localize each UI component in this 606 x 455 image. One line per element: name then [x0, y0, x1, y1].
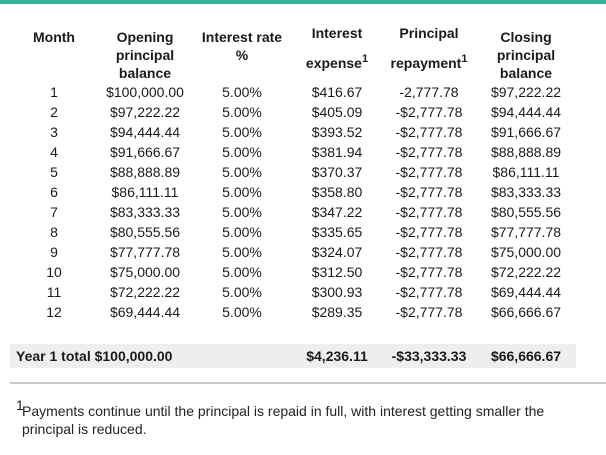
cell-closing: $80,555.56 — [490, 204, 562, 220]
total-label: Year 1 total — [16, 348, 91, 364]
cell-interest: $289.35 — [311, 304, 363, 320]
cell-principal: -2,777.78 — [399, 84, 459, 100]
cell-interest: $300.93 — [311, 284, 363, 300]
header-month: Month — [33, 29, 75, 45]
cell-month: 9 — [50, 244, 58, 260]
cell-principal: -$2,777.78 — [395, 204, 463, 220]
cell-month: 1 — [50, 84, 58, 100]
cell-month: 12 — [46, 304, 62, 320]
total-rate — [192, 344, 292, 368]
cell-principal: -$2,777.78 — [395, 284, 463, 300]
cell-rate: 5.00% — [222, 124, 262, 140]
cell-rate: 5.00% — [222, 84, 262, 100]
cell-month: 8 — [50, 224, 58, 240]
cell-closing: $66,666.67 — [490, 304, 562, 320]
cell-closing: $97,222.22 — [490, 84, 562, 100]
cell-month: 11 — [46, 284, 62, 300]
cell-rate: 5.00% — [222, 304, 262, 320]
cell-principal: -$2,777.78 — [395, 244, 463, 260]
header-principal-repayment: Principal repayment$^1$ — [390, 25, 468, 71]
table-row — [10, 242, 576, 262]
cell-interest: $393.52 — [311, 124, 363, 140]
cell-rate: 5.00% — [222, 244, 262, 260]
cell-closing: $94,444.44 — [490, 104, 562, 120]
cell-closing: $77,777.78 — [490, 224, 562, 240]
footnote-text: Payments continue until the principal is repaid in full, with interest getting smaller the principal is reduced. — [22, 403, 545, 437]
cell-rate: 5.00% — [222, 204, 262, 220]
cell-opening: $77,777.78 — [109, 244, 181, 260]
cell-interest: $347.22 — [311, 204, 363, 220]
cell-month: 7 — [50, 204, 58, 220]
header-closing-balance: Closing principal balance — [496, 29, 556, 81]
cell-opening: $72,222.22 — [109, 284, 181, 300]
cell-month: 4 — [50, 144, 58, 160]
cell-principal: -$2,777.78 — [395, 184, 463, 200]
cell-interest: $405.09 — [311, 104, 363, 120]
cell-rate: 5.00% — [222, 104, 262, 120]
cell-principal: -$2,777.78 — [395, 104, 463, 120]
cell-closing: $75,000.00 — [490, 244, 562, 260]
table-row — [10, 82, 576, 102]
header-interest-rate: Interest rate % — [201, 29, 283, 63]
section-divider — [10, 382, 606, 384]
cell-opening: $94,444.44 — [109, 124, 181, 140]
table-row — [10, 282, 576, 302]
amortization-table — [10, 20, 576, 368]
footnote-ref: 1 — [361, 53, 369, 65]
cell-month: 2 — [50, 104, 58, 120]
cell-opening: $75,000.00 — [109, 264, 181, 280]
total-label-cell — [10, 344, 192, 368]
cell-month: 5 — [50, 164, 58, 180]
cell-opening: $69,444.44 — [109, 304, 181, 320]
cell-interest: $312.50 — [311, 264, 363, 280]
cell-interest: $381.94 — [311, 144, 363, 160]
table-row — [10, 202, 576, 222]
cell-opening: $86,111.11 — [111, 184, 179, 200]
cell-opening: $88,888.89 — [109, 164, 181, 180]
table-row — [10, 122, 576, 142]
cell-rate: 5.00% — [222, 184, 262, 200]
cell-principal: -$2,777.78 — [395, 264, 463, 280]
header-opening-balance: Opening principal balance — [115, 29, 175, 81]
cell-closing: $83,333.33 — [490, 184, 562, 200]
amortization-table-container — [10, 20, 576, 368]
cell-interest: $335.65 — [311, 224, 363, 240]
cell-closing: $91,666.67 — [490, 124, 562, 140]
cell-rate: 5.00% — [222, 164, 262, 180]
table-row — [10, 302, 576, 322]
cell-month: 6 — [50, 184, 58, 200]
cell-opening: $91,666.67 — [109, 144, 181, 160]
table-row — [10, 222, 576, 242]
table-row — [10, 262, 576, 282]
cell-rate: 5.00% — [222, 144, 262, 160]
cell-month: 3 — [50, 124, 58, 140]
table-row — [10, 142, 576, 162]
total-opening: $100,000.00 — [94, 348, 173, 364]
table-spacer — [10, 322, 576, 344]
cell-closing: $69,444.44 — [490, 284, 562, 300]
cell-principal: -$2,777.78 — [395, 124, 463, 140]
cell-closing: $72,222.22 — [490, 264, 562, 280]
cell-opening: $100,000.00 — [106, 84, 184, 100]
cell-principal: -$2,777.78 — [395, 304, 463, 320]
accent-bar — [0, 0, 606, 4]
table-row — [10, 162, 576, 182]
cell-rate: 5.00% — [222, 224, 262, 240]
total-principal: -$33,333.33 — [382, 344, 476, 368]
cell-rate: 5.00% — [222, 264, 262, 280]
cell-interest: $358.80 — [311, 184, 363, 200]
cell-principal: -$2,777.78 — [395, 164, 463, 180]
footnote-ref: 1 — [461, 53, 468, 65]
cell-opening: $83,333.33 — [109, 204, 181, 220]
table-row — [10, 102, 576, 122]
cell-closing: $88,888.89 — [490, 144, 562, 160]
footnote-marker: 1 — [16, 397, 24, 413]
table-row — [10, 182, 576, 202]
cell-interest: $416.67 — [311, 84, 363, 100]
footnote — [16, 397, 592, 438]
cell-principal: -$2,777.78 — [395, 224, 463, 240]
header-row — [10, 20, 576, 82]
total-row — [10, 344, 576, 368]
cell-principal: -$2,777.78 — [395, 144, 463, 160]
cell-interest: $324.07 — [311, 244, 363, 260]
cell-rate: 5.00% — [222, 284, 262, 300]
table-body — [10, 82, 576, 368]
cell-closing: $86,111.11 — [492, 164, 560, 180]
total-closing: $66,666.67 — [476, 344, 576, 368]
total-interest: $4,236.11 — [292, 344, 382, 368]
cell-interest: $370.37 — [311, 164, 363, 180]
cell-month: 10 — [46, 264, 62, 280]
cell-opening: $97,222.22 — [109, 104, 181, 120]
header-interest-expense: Interest expense$^1$ — [305, 25, 369, 71]
cell-opening: $80,555.56 — [109, 224, 181, 240]
